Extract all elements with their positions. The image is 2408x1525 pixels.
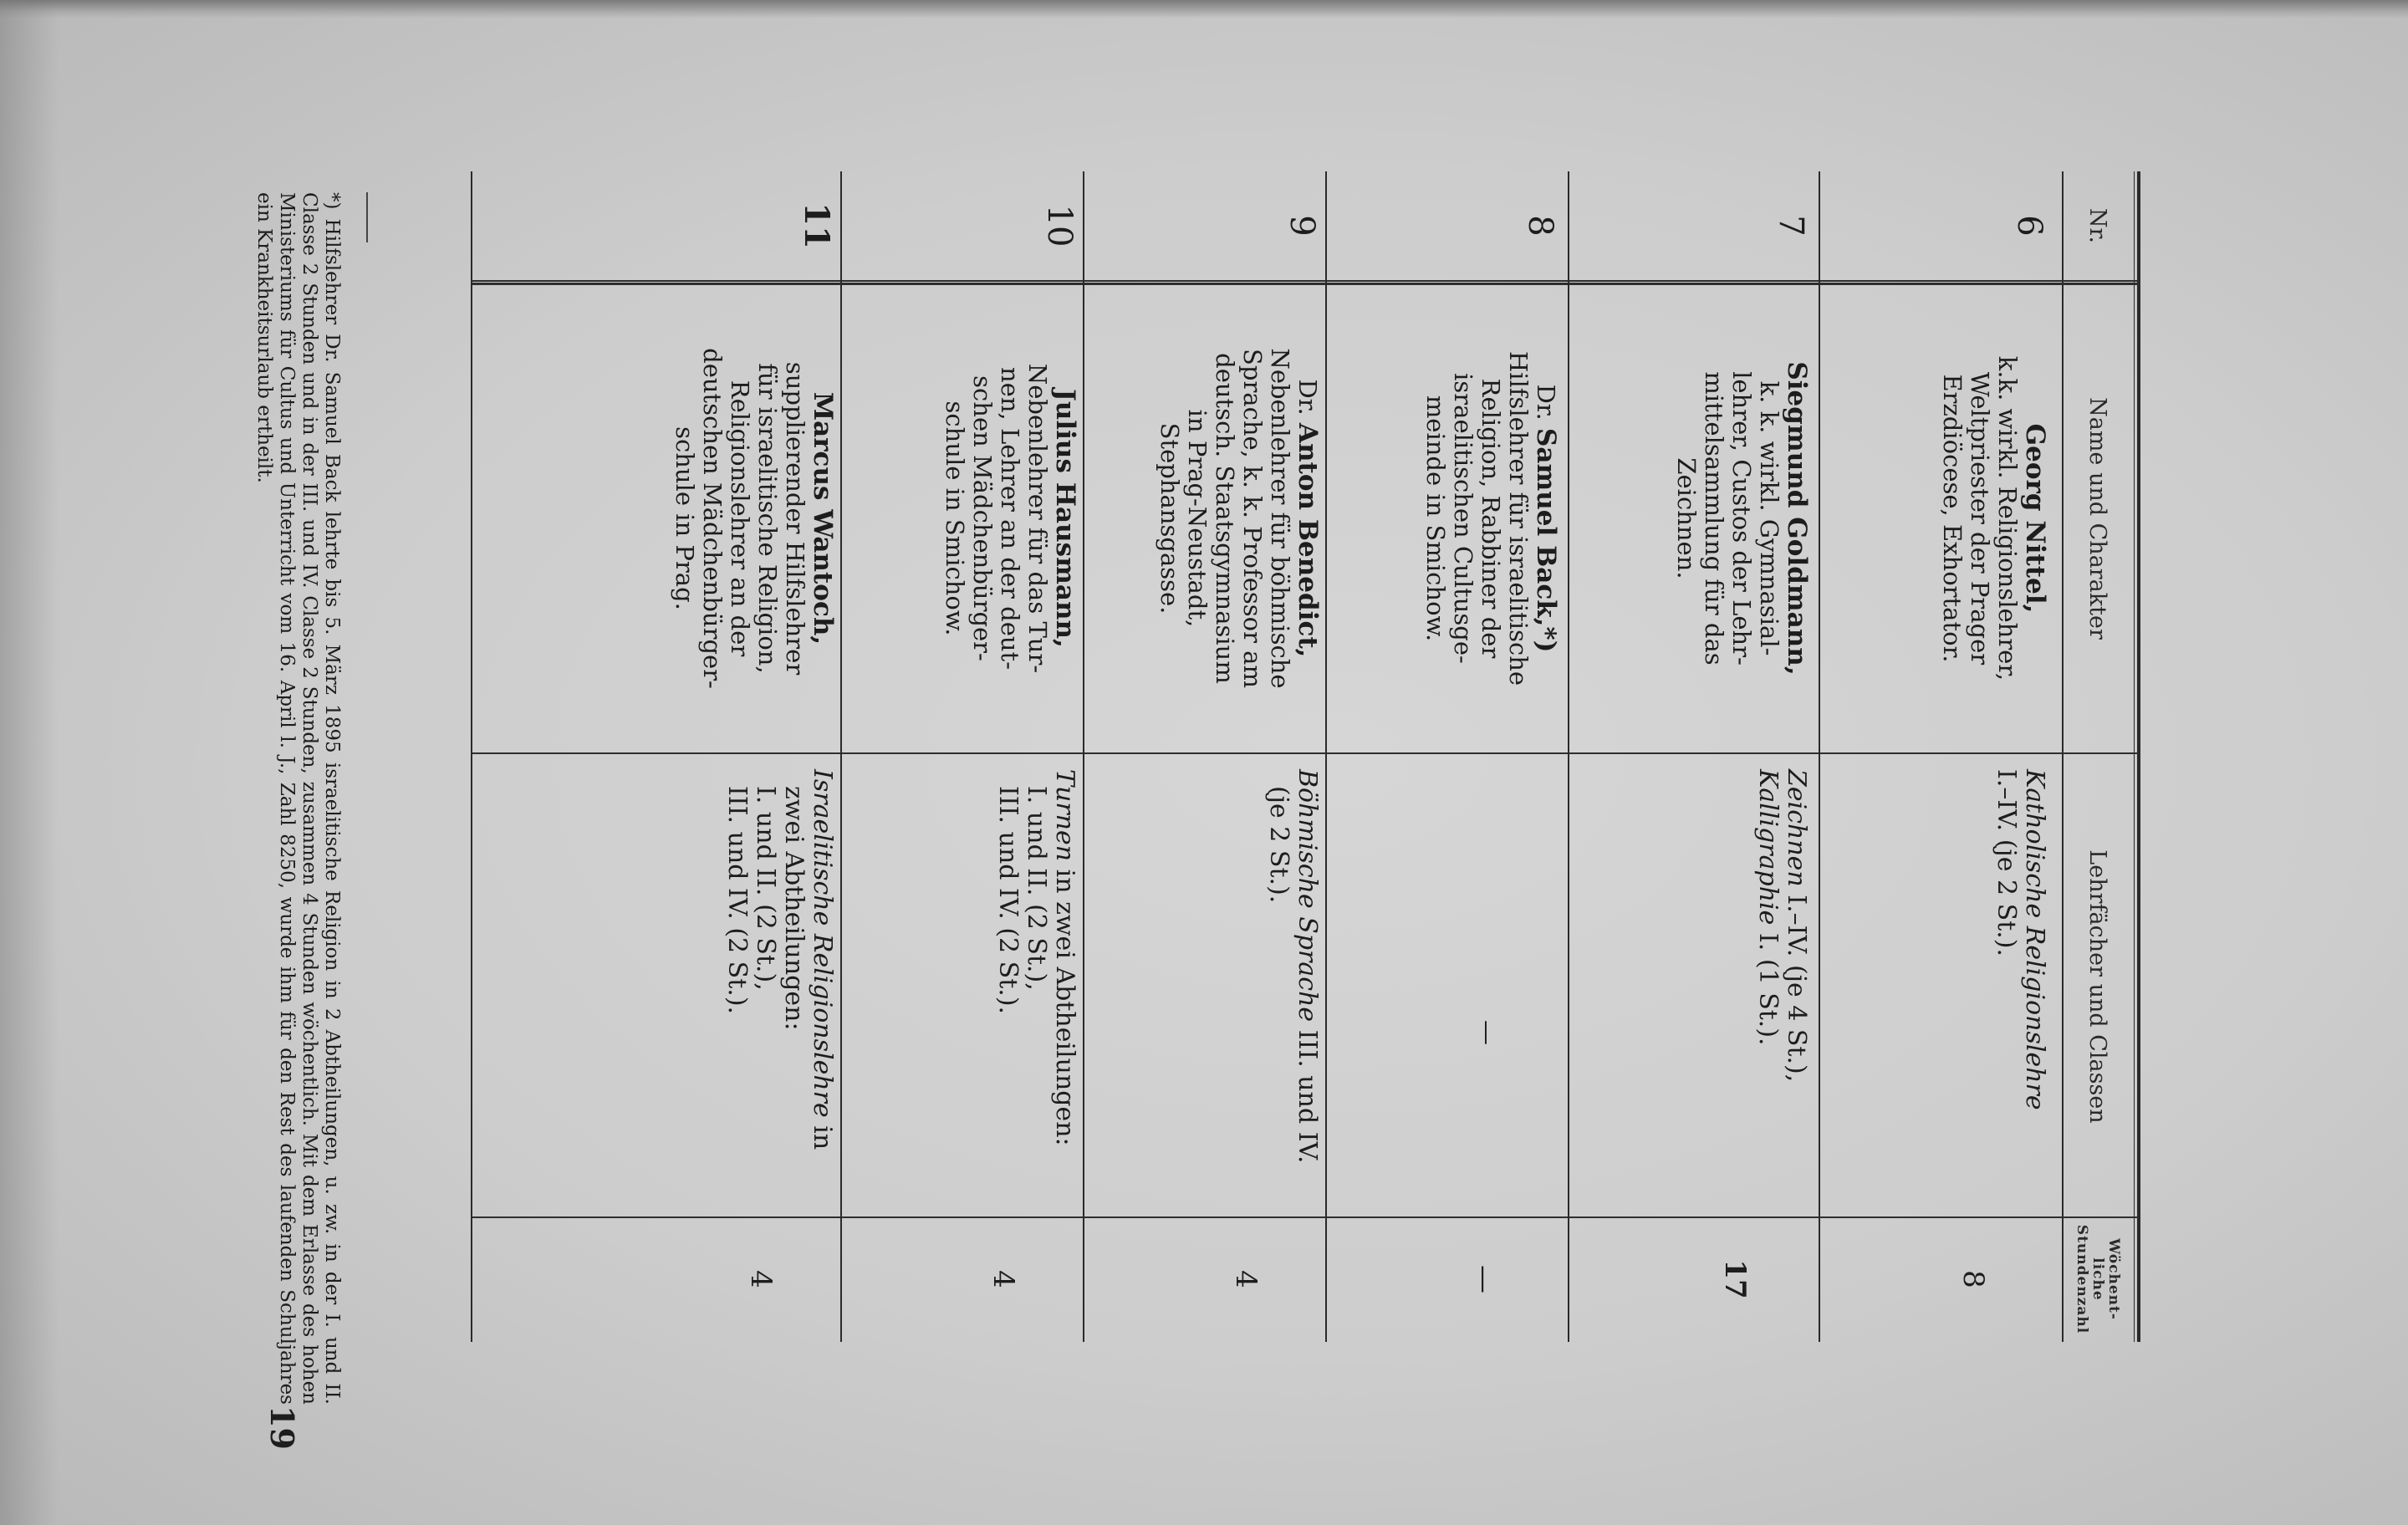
table-top-rule-thin [2134,171,2135,1342]
teacher-name-prefix: Dr. [1532,384,1560,428]
footnote: *) Hilfslehrer Dr. Samuel Back lehrte bis 5. März 1895 israelitische Religion in 2 Abtheilungen, u. zw. in der I. und II. Classe 2 Stunden und in der III. und IV. Classe 2 Stunden, zusammen 4 Stunden wöchentlich. Mit dem Erlasse des hohen Ministeriums für Cultus und Unterricht vom 16. April l. J., Zahl 8250, wurde ihm für den Rest des laufenden Schuljahres ein Krankheitsurlaub ertheilt. [253,192,343,1405]
subject-detail: I. und II. (2 St.), [1022,786,1051,991]
teacher-title-line: deutschen Mädchenbürger- [698,348,727,689]
teacher-title-line: Nebenlehrer für das Tur- [1023,363,1052,674]
subject-detail: III. und IV. (2 St.). [993,786,1023,1015]
row-separator [1325,171,1327,1342]
teacher-title-line: meinde in Smichow. [1421,395,1450,642]
weekly-hours: 17 [1718,1259,1752,1299]
table-row [844,0,1079,1525]
teacher-title-line: deutsch. Staatsgymnasium [1211,353,1239,684]
weekly-hours: 4 [1229,1270,1263,1288]
subject-cell [1472,769,1501,1296]
subject-name: Zeichnen [1782,769,1811,887]
table-row [1087,0,1321,1525]
header-hours-line2: liche [2089,1257,2107,1301]
teacher-title-line: schule in Smichow. [941,400,969,636]
teacher-title-line: Erzdiöcese, Exhortator. [1938,374,1967,663]
subject-name: Katholische Religionslehre [2020,769,2049,1110]
subject-name: Kalligraphie [1753,769,1783,926]
name-cell [1156,284,1321,752]
name-cell [1421,284,1559,752]
header-subjects: Lehrfächer und Classen [2084,849,2111,1124]
teacher-title-line: für israelitische Religion, [753,363,782,674]
name-cell [1938,284,2048,752]
subject-cell [1264,769,1321,1296]
teacher-title-line: Zeichnen. [1672,457,1701,579]
table-row [1329,0,1559,1525]
subject-detail: in [808,1125,837,1150]
teacher-title-line: in Prag-Neustadt, [1183,409,1212,628]
teacher-title-line: supplierender Hilfslehrer [781,361,809,676]
teacher-name: Georg Nittel, [2020,423,2050,614]
header-name: Name und Charakter [2084,397,2111,640]
teacher-title-line: israelitischen Cultusge- [1449,373,1477,664]
weekly-hours: — [1467,1265,1501,1293]
name-cell [671,284,836,752]
teacher-title-line: schen Mädchenbürger- [968,375,997,661]
table-row [477,0,836,1525]
subject-detail: I. (1 St.). [1753,932,1783,1046]
teacher-title-line: Religionslehrer an der [726,380,754,657]
name-cell [941,284,1079,752]
teacher-name: Samuel Back,*) [1531,427,1561,653]
teacher-name: Marcus Wantoch, [808,391,838,645]
table-bottom-rule [471,171,472,1342]
subject-name: Turnen [1050,769,1079,862]
teacher-title-line: Stephansgasse. [1156,422,1184,615]
teacher-title-line: Hilfslehrer für israelitische [1504,350,1533,686]
header-hours-line3: Stundenzahl [2074,1224,2091,1334]
subject-cell [722,769,836,1296]
teacher-title-line: schule in Prag. [671,426,699,610]
subject-detail: I. und II. (2 St.), [751,786,780,991]
row-number: 10 [1040,204,1079,247]
header-hours-line1: Wöchent- [2105,1238,2123,1320]
subject-detail: zwei Abtheilungen: [779,786,809,1031]
name-cell [1672,284,1810,752]
teacher-title-line: mittelsammlung für das [1700,371,1728,666]
subject-name: Israelitische Religionslehre [808,769,837,1118]
subject-cell [993,769,1079,1296]
row-separator [1083,171,1084,1342]
page-number: 19 [263,1405,301,1450]
row-number: 9 [1283,215,1321,237]
subject-detail: I.–IV. (je 2 St.). [1992,769,2021,957]
subject-name: Böhmische Sprache [1293,769,1322,1023]
table-row [1572,0,1810,1525]
row-separator [1819,171,1820,1342]
subject-detail: I.–IV. (je 4 St.), [1782,895,1811,1083]
teacher-name: Julius Hausmann, [1050,389,1080,648]
row-number: 11 [797,202,836,249]
teacher-title-line: k.k. wirkl. Religionslehrer, [1993,355,2022,681]
weekly-hours: 4 [744,1270,778,1288]
subject-detail: in zwei Abtheilungen: [1050,869,1079,1146]
row-separator [840,171,842,1342]
weekly-hours: 4 [987,1270,1020,1288]
row-number: 6 [2010,215,2048,237]
row-separator [1568,171,1569,1342]
teacher-name: Anton Benedict, [1293,422,1323,658]
weekly-hours: 8 [1956,1270,1990,1288]
row-number: 8 [1521,215,1559,237]
row-number: 7 [1772,215,1810,237]
subject-detail: — [1472,1020,1502,1045]
teacher-title-line: Nebenlehrer für böhmische [1266,348,1294,689]
subject-detail: (je 2 St.). [1264,786,1293,904]
subject-cell [1753,769,1810,1296]
footnote-rule [366,192,368,242]
subject-cell [1992,769,2048,1296]
teacher-title-line: lehrer, Custos der Lehr- [1727,371,1756,666]
teacher-name-prefix: Dr. [1293,379,1322,423]
teacher-name: Siegmund Goldmann, [1782,361,1812,676]
table-row [1823,0,2048,1525]
teacher-title-line: nen, Lehrer an der deut- [996,366,1024,670]
teacher-title-line: Weltpriester der Prager [1966,371,1994,666]
subject-detail: III. und IV. [1293,1029,1322,1164]
header-hours [2064,1221,2132,1338]
subject-detail: III. und IV. (2 St.). [722,786,752,1015]
header-nr: Nr. [2084,207,2111,244]
teacher-title-line: Religion, Rabbiner der [1477,378,1505,659]
teacher-title-line: Sprache, k. k. Professor am [1238,349,1267,688]
teacher-title-line: k. k. wirkl. Gymnasial- [1755,380,1783,656]
table-top-rule [2137,171,2140,1342]
